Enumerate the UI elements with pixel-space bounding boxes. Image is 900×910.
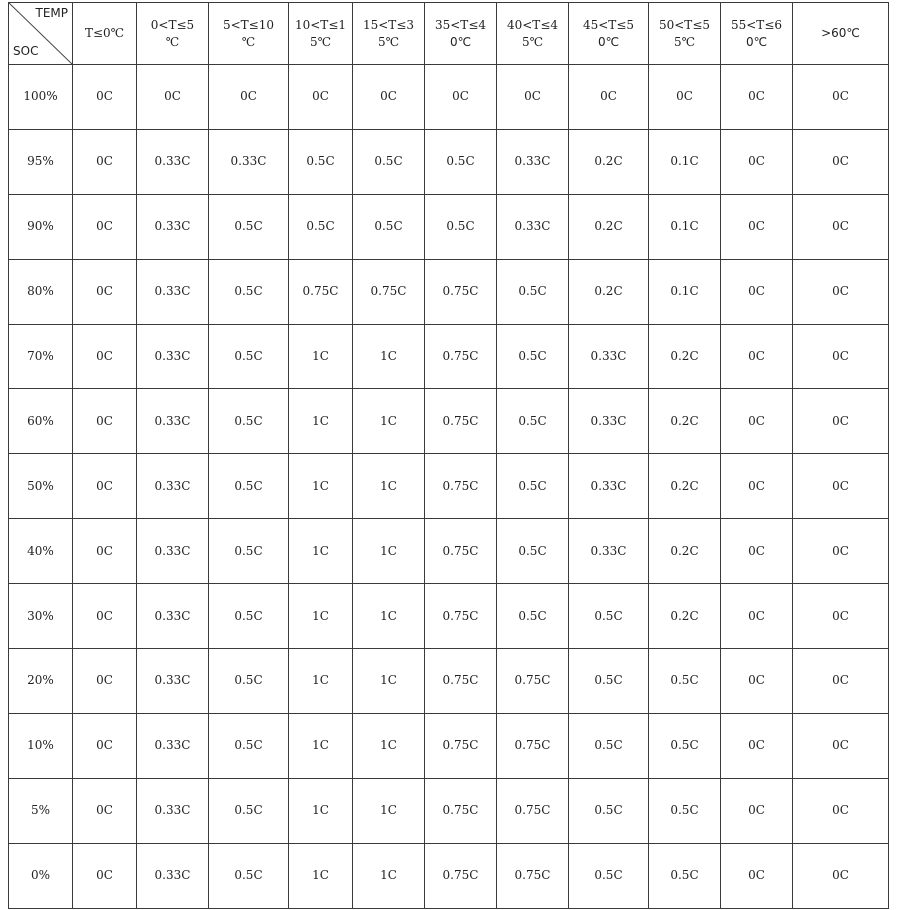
col-header-5 <box>425 3 497 65</box>
rate-cell: 1C <box>289 778 353 843</box>
col-header-line: 40<T≤4 <box>506 17 559 32</box>
rate-cell: 0.2C <box>649 519 721 584</box>
col-header-line: >60℃ <box>821 26 860 40</box>
col-header-line: ℃ <box>165 34 180 49</box>
rate-cell: 0.5C <box>209 649 289 714</box>
rate-cell: 0.5C <box>209 194 289 259</box>
col-header-line: 55<T≤6 <box>730 17 783 32</box>
rate-cell: 0C <box>73 649 137 714</box>
rate-cell: 0.5C <box>649 778 721 843</box>
rate-cell: 0.5C <box>649 649 721 714</box>
rate-cell: 0.5C <box>497 584 569 649</box>
rate-cell: 1C <box>353 389 425 454</box>
rate-cell: 0.1C <box>649 259 721 324</box>
soc-label-cell: 50% <box>9 454 73 519</box>
rate-cell: 0C <box>721 843 793 908</box>
rate-cell: 0C <box>569 65 649 130</box>
rate-cell: 0C <box>73 324 137 389</box>
rate-cell: 0.5C <box>649 843 721 908</box>
rate-cell: 0.75C <box>289 259 353 324</box>
col-header-10 <box>793 3 889 65</box>
rate-cell: 1C <box>289 454 353 519</box>
table-row <box>9 584 889 649</box>
soc-label-cell: 10% <box>9 713 73 778</box>
rate-cell: 0.75C <box>497 649 569 714</box>
rate-cell: 1C <box>353 454 425 519</box>
rate-cell: 0.33C <box>209 129 289 194</box>
rate-cell: 0.75C <box>425 519 497 584</box>
rate-cell: 0.33C <box>137 778 209 843</box>
rate-cell: 1C <box>289 843 353 908</box>
table-body <box>9 65 889 909</box>
rate-cell: 0C <box>721 519 793 584</box>
col-header-line: 0℃ <box>449 34 472 49</box>
rate-cell: 1C <box>289 649 353 714</box>
rate-cell: 0C <box>721 713 793 778</box>
rate-cell: 0.5C <box>569 713 649 778</box>
rate-cell: 0C <box>73 519 137 584</box>
rate-cell: 0C <box>73 584 137 649</box>
header-row <box>9 3 889 65</box>
rate-cell: 0.75C <box>425 778 497 843</box>
rate-cell: 0C <box>721 129 793 194</box>
rate-cell: 0.33C <box>137 389 209 454</box>
rate-cell: 0C <box>73 454 137 519</box>
rate-cell: 0C <box>721 324 793 389</box>
table-row <box>9 65 889 130</box>
rate-cell: 0.5C <box>497 324 569 389</box>
rate-cell: 0C <box>73 259 137 324</box>
rate-cell: 0.5C <box>649 713 721 778</box>
rate-cell: 0.2C <box>569 129 649 194</box>
table-row <box>9 843 889 908</box>
rate-cell: 0C <box>721 649 793 714</box>
rate-cell: 0.5C <box>569 778 649 843</box>
rate-cell: 0C <box>73 65 137 130</box>
rate-cell: 0C <box>721 454 793 519</box>
soc-label-cell: 90% <box>9 194 73 259</box>
rate-cell: 0C <box>793 713 889 778</box>
rate-cell: 0.33C <box>137 584 209 649</box>
rate-cell: 1C <box>289 389 353 454</box>
rate-cell: 0C <box>793 194 889 259</box>
col-header-line: 5℃ <box>309 34 332 49</box>
rate-cell: 0.75C <box>353 259 425 324</box>
rate-cell: 0.33C <box>137 843 209 908</box>
rate-cell: 0C <box>793 389 889 454</box>
rate-cell: 0.33C <box>137 259 209 324</box>
rate-cell: 0C <box>289 65 353 130</box>
table-row <box>9 129 889 194</box>
rate-cell: 0.2C <box>649 324 721 389</box>
col-header-9 <box>721 3 793 65</box>
rate-cell: 0.33C <box>569 389 649 454</box>
rate-cell: 0.5C <box>209 324 289 389</box>
table-row <box>9 324 889 389</box>
rate-cell: 0.75C <box>425 649 497 714</box>
rate-cell: 0C <box>793 65 889 130</box>
charge-rate-table <box>8 2 889 909</box>
col-header-4 <box>353 3 425 65</box>
rate-cell: 0C <box>497 65 569 130</box>
rate-cell: 0.75C <box>425 324 497 389</box>
col-header-line: T≤0℃ <box>84 26 125 40</box>
rate-cell: 0.5C <box>497 454 569 519</box>
rate-cell: 0.5C <box>497 259 569 324</box>
rate-cell: 0.2C <box>649 584 721 649</box>
rate-cell: 0C <box>793 454 889 519</box>
rate-cell: 0.33C <box>137 454 209 519</box>
rate-cell: 0.33C <box>137 324 209 389</box>
rate-cell: 0.75C <box>497 713 569 778</box>
rate-cell: 0.75C <box>497 778 569 843</box>
rate-cell: 0.33C <box>137 129 209 194</box>
rate-cell: 0C <box>721 778 793 843</box>
soc-label-cell: 30% <box>9 584 73 649</box>
rate-cell: 0C <box>793 519 889 584</box>
rate-cell: 0C <box>793 843 889 908</box>
rate-cell: 0.5C <box>569 584 649 649</box>
rate-cell: 0C <box>793 129 889 194</box>
rate-cell: 0C <box>73 713 137 778</box>
rate-cell: 0.5C <box>289 194 353 259</box>
temp-axis-label: TEMP <box>35 6 68 20</box>
rate-cell: 1C <box>353 843 425 908</box>
col-header-8 <box>649 3 721 65</box>
rate-cell: 1C <box>289 519 353 584</box>
soc-label-cell: 70% <box>9 324 73 389</box>
rate-cell: 0C <box>793 649 889 714</box>
soc-label-cell: 5% <box>9 778 73 843</box>
rate-cell: 0C <box>721 584 793 649</box>
rate-cell: 0.33C <box>569 454 649 519</box>
col-header-line: 5<T≤10 <box>222 17 275 32</box>
rate-cell: 1C <box>353 778 425 843</box>
table-row <box>9 194 889 259</box>
col-header-2 <box>209 3 289 65</box>
rate-cell: 0.5C <box>209 584 289 649</box>
rate-cell: 0.5C <box>497 519 569 584</box>
rate-cell: 0C <box>649 65 721 130</box>
rate-cell: 0.33C <box>137 649 209 714</box>
rate-cell: 1C <box>353 324 425 389</box>
rate-cell: 0.75C <box>425 584 497 649</box>
soc-label-cell: 20% <box>9 649 73 714</box>
rate-cell: 0.5C <box>353 129 425 194</box>
rate-cell: 0C <box>721 259 793 324</box>
rate-cell: 1C <box>289 584 353 649</box>
soc-axis-label: SOC <box>13 44 39 58</box>
rate-cell: 0C <box>721 65 793 130</box>
col-header-line: 0℃ <box>745 34 768 49</box>
table-row <box>9 519 889 584</box>
rate-cell: 0.5C <box>425 129 497 194</box>
col-header-line: 5℃ <box>377 34 400 49</box>
rate-cell: 0.75C <box>425 454 497 519</box>
rate-cell: 0.75C <box>425 389 497 454</box>
col-header-line: 5℃ <box>673 34 696 49</box>
soc-label-cell: 40% <box>9 519 73 584</box>
rate-cell: 0.1C <box>649 129 721 194</box>
table-row <box>9 713 889 778</box>
rate-cell: 0C <box>73 778 137 843</box>
rate-cell: 0.33C <box>137 519 209 584</box>
rate-cell: 0.75C <box>425 713 497 778</box>
rate-cell: 0.33C <box>497 129 569 194</box>
col-header-6 <box>497 3 569 65</box>
rate-cell: 0.75C <box>497 843 569 908</box>
rate-cell: 1C <box>289 713 353 778</box>
table-row <box>9 259 889 324</box>
rate-cell: 0.75C <box>425 259 497 324</box>
rate-cell: 0.33C <box>137 713 209 778</box>
col-header-1 <box>137 3 209 65</box>
col-header-line: 0℃ <box>597 34 620 49</box>
table-row <box>9 778 889 843</box>
soc-label-cell: 95% <box>9 129 73 194</box>
rate-cell: 1C <box>353 713 425 778</box>
rate-cell: 0.5C <box>209 389 289 454</box>
rate-cell: 0.5C <box>497 389 569 454</box>
rate-cell: 1C <box>353 519 425 584</box>
rate-cell: 0C <box>137 65 209 130</box>
table-row <box>9 454 889 519</box>
rate-cell: 0.5C <box>569 843 649 908</box>
rate-cell: 0.5C <box>209 454 289 519</box>
col-header-line: 45<T≤5 <box>582 17 635 32</box>
rate-cell: 0.33C <box>497 194 569 259</box>
rate-cell: 0C <box>209 65 289 130</box>
rate-cell: 0.5C <box>209 843 289 908</box>
col-header-line: 5℃ <box>521 34 544 49</box>
rate-cell: 0.2C <box>569 259 649 324</box>
rate-cell: 0C <box>73 129 137 194</box>
col-header-line: 15<T≤3 <box>362 17 415 32</box>
col-header-line: 10<T≤1 <box>294 17 347 32</box>
rate-cell: 0C <box>793 259 889 324</box>
soc-label-cell: 60% <box>9 389 73 454</box>
rate-cell: 0C <box>425 65 497 130</box>
rate-cell: 0.33C <box>569 519 649 584</box>
rate-cell: 0.5C <box>425 194 497 259</box>
rate-cell: 0C <box>721 194 793 259</box>
rate-cell: 1C <box>353 584 425 649</box>
rate-cell: 0C <box>721 389 793 454</box>
rate-cell: 0.5C <box>569 649 649 714</box>
col-header-line: ℃ <box>241 34 256 49</box>
rate-cell: 0.33C <box>137 194 209 259</box>
rate-cell: 0.2C <box>649 454 721 519</box>
col-header-7 <box>569 3 649 65</box>
table-row <box>9 389 889 454</box>
rate-cell: 0C <box>73 194 137 259</box>
rate-cell: 0.1C <box>649 194 721 259</box>
soc-label-cell: 80% <box>9 259 73 324</box>
col-header-0 <box>73 3 137 65</box>
rate-cell: 0.5C <box>209 259 289 324</box>
table-row <box>9 649 889 714</box>
rate-cell: 0C <box>793 778 889 843</box>
col-header-line: 50<T≤5 <box>658 17 711 32</box>
rate-cell: 1C <box>353 649 425 714</box>
rate-cell: 0.2C <box>569 194 649 259</box>
rate-cell: 0.5C <box>209 778 289 843</box>
rate-cell: 1C <box>289 324 353 389</box>
rate-cell: 0C <box>73 389 137 454</box>
rate-cell: 0.5C <box>209 519 289 584</box>
col-header-line: 35<T≤4 <box>434 17 487 32</box>
rate-cell: 0.5C <box>289 129 353 194</box>
rate-cell: 0C <box>793 584 889 649</box>
rate-cell: 0C <box>353 65 425 130</box>
col-header-line: 0<T≤5 <box>150 17 195 32</box>
rate-cell: 0C <box>73 843 137 908</box>
rate-cell: 0.5C <box>209 713 289 778</box>
rate-cell: 0.2C <box>649 389 721 454</box>
rate-cell: 0.75C <box>425 843 497 908</box>
col-header-3 <box>289 3 353 65</box>
soc-label-cell: 100% <box>9 65 73 130</box>
corner-header-cell <box>9 3 73 65</box>
rate-cell: 0.5C <box>353 194 425 259</box>
rate-cell: 0.33C <box>569 324 649 389</box>
soc-label-cell: 0% <box>9 843 73 908</box>
rate-cell: 0C <box>793 324 889 389</box>
